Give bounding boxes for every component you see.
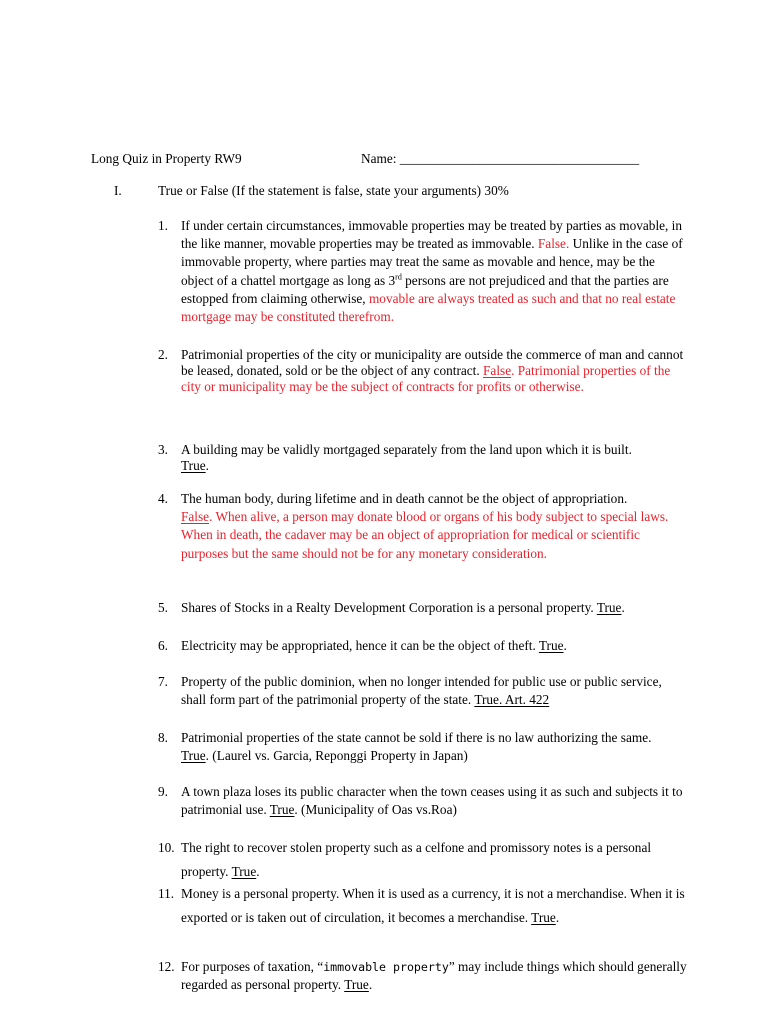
question-text: For purposes of taxation, “ (181, 959, 324, 974)
question-body: Shares of Stocks in a Realty Development Corporation is a personal property. True. (181, 600, 625, 615)
answer-explanation: movable are always treated as such and that no real estate mortgage may be constituted therefrom. (181, 290, 676, 325)
quiz-header (91, 151, 668, 169)
name-field-label: Name: ____________________________________ (361, 151, 640, 166)
question-item-8 (158, 729, 688, 765)
answer-label: True (231, 863, 257, 879)
question-item-4 (158, 490, 688, 563)
question-body: The right to recover stolen property such as a celfone and promissory notes is a personal property. True. (181, 840, 652, 879)
answer-label: True (538, 638, 564, 653)
superscript: rd (395, 272, 402, 282)
question-body (181, 347, 688, 396)
question-body: A town plaza loses its public character when the town ceases using it as such and subjects it to patrimonial use. True. (Municipality of Oas vs.Roa) (181, 784, 683, 818)
question-item-5 (158, 599, 688, 617)
question-text: Shares of Stocks in a Realty Development Corporation is a personal property. (181, 600, 597, 615)
question-number: 2. (158, 347, 168, 362)
question-text: Money is a personal property. When it is used as a currency, it is not a merchandise. When it is exported or is taken out of circulation, it becomes a merchandise. (181, 886, 685, 925)
question-text: Unlike in the case of immovable property, where parties may treat the same as movable and hence, may be the object of a chattel mortgage as long as 3 (181, 236, 683, 288)
question-item-1 (158, 217, 688, 326)
section-number: I. (114, 183, 122, 198)
question-body: Patrimonial properties of the state cannot be sold if there is no law authorizing the same. True. (Laurel vs. Garcia, Reponggi Property in Japan) (181, 730, 652, 764)
question-item-2 (158, 347, 688, 396)
answer-label: False (537, 236, 566, 252)
question-number: 7. (158, 674, 168, 689)
question-number: 12. (158, 959, 175, 974)
question-body: For purposes of taxation, “immovable property” may include things which should generally regarded as personal property. True. (181, 959, 687, 993)
question-number: 9. (158, 784, 168, 799)
question-text: persons are not prejudiced and that the parties are estopped from claiming otherwise, (181, 272, 669, 306)
question-item-9 (158, 783, 688, 819)
answer-label: True (531, 909, 556, 925)
question-body: If under certain circumstances, immovable properties may be treated by parties as movable, in the like manner, movable properties may be treated as immovable. False. Unlike in the case of immovable property, where parties may treat the same as movable and hence, may be the object of a chattel mortgage as long as 3rd persons are not prejudiced and that the parties are estopped from claiming otherwise, movable are always treated as such and that no real estate mortgage may be constituted therefrom. (181, 218, 683, 325)
question-body (181, 490, 688, 563)
question-text: The right to recover stolen property such as a celfone and promissory notes is a personal property. (181, 840, 652, 879)
question-text: Patrimonial properties of the city or municipality are outside the commerce of man and cannot be leased, donated, sold or be the object of any contract. (181, 347, 684, 379)
question-number: 10. (158, 840, 175, 855)
question-number: 5. (158, 600, 168, 615)
question-item-7 (158, 673, 688, 709)
section-instruction: True or False (If the statement is false, state your arguments) 30% (158, 183, 509, 198)
answer-label: True (181, 748, 206, 764)
question-item-3 (158, 442, 688, 474)
question-text: A town plaza loses its public character when the town ceases using it as such and subjects it to patrimonial use. (181, 784, 683, 818)
question-text: Electricity may be appropriated, hence it can be the object of theft. (181, 638, 539, 653)
answer-label: False (181, 509, 210, 525)
question-text: ” may include things which should generally regarded as personal property. (181, 959, 687, 993)
question-item-11 (158, 882, 688, 929)
question-number: 6. (158, 638, 168, 653)
question-item-12 (158, 958, 688, 994)
question-item-10 (158, 836, 688, 883)
quoted-term: immovable property (323, 960, 449, 974)
question-body (181, 673, 688, 709)
question-text: If under certain circumstances, immovable properties may be treated by parties as movable, in the like manner, movable properties may be treated as immovable. (181, 218, 683, 252)
question-number: 3. (158, 442, 168, 457)
answer-label: False (483, 363, 512, 379)
question-body: A building may be validly mortgaged separately from the land upon which it is built. True. (181, 442, 632, 474)
answer-label: True (269, 802, 295, 818)
answer-explanation: . Patrimonial properties of the city or municipality may be the subject of contracts for profits or otherwise. (181, 363, 671, 395)
question-number: 1. (158, 218, 168, 233)
answer-explanation: . When alive, a person may donate blood or organs of his body subject to special laws. When in death, the cadaver may be an object of appropriation for medical or scientific purposes but the same should not be for any monetary consideration. (181, 509, 669, 561)
question-text: Property of the public dominion, when no longer intended for public use or public service, shall form part of the patrimonial property of the state. (181, 674, 662, 708)
question-body: Money is a personal property. When it is used as a currency, it is not a merchandise. When it is exported or is taken out of circulation, it becomes a merchandise. True. (181, 886, 685, 925)
question-number: 11. (158, 886, 175, 901)
question-text: The human body, during lifetime and in death cannot be the object of appropriation. (181, 491, 628, 506)
question-body: Electricity may be appropriated, hence it can be the object of theft. True. (181, 638, 567, 653)
question-number: 4. (158, 491, 168, 506)
question-text: A building may be validly mortgaged separately from the land upon which it is built. (181, 442, 632, 457)
quiz-title: Long Quiz in Property RW9 (91, 151, 242, 166)
answer-label: True (181, 458, 206, 474)
question-text: Patrimonial properties of the state cannot be sold if there is no law authorizing the same. (181, 730, 652, 745)
question-number: 8. (158, 730, 168, 745)
answer-label: True (596, 600, 622, 615)
answer-label: True. Art. 422 (474, 692, 550, 708)
question-item-6 (158, 637, 688, 655)
answer-label: True (344, 977, 369, 993)
